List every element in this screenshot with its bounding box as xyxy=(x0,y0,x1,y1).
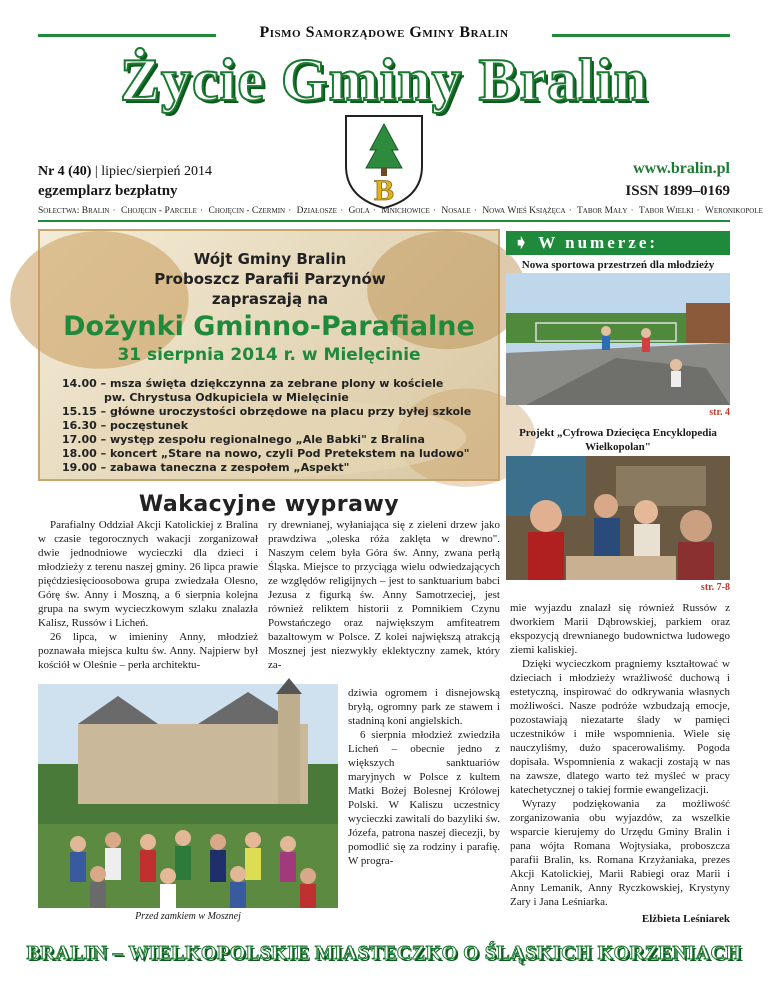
header-divider xyxy=(38,220,730,222)
poster-schedule xyxy=(62,377,492,475)
solectwo-item: Tabor Wielki xyxy=(638,206,694,216)
article-paragraph: mie wyjazdu znalazł się również Russów z dworkiem Marii Dąbrowskiej, parkiem oraz ekspozycją drewnianego budownictwa ludowego ziemi kaliskiej. xyxy=(510,602,730,656)
free-copy-label: egzemplarz bezpłatny xyxy=(38,183,178,199)
castle-photo-caption: Przed zamkiem w Mosznej xyxy=(135,911,241,922)
sidebar-item2-page[interactable] xyxy=(701,582,730,593)
poster-line-3: zapraszają na xyxy=(211,290,329,308)
classroom-photo xyxy=(506,456,730,580)
article-paragraph: Wyrazy podziękowania za możliwość zorganizowania obu wyjazdów, za wszelkie wsparcie kierujemy do Urzędu Gminy Bralin i pana wójta Romana Wojtysiaka, proboszcza parafii Bralin, ks. Romana Krzyżaniaka, prezes Akcji Katolickiej, Marii Rabiegi oraz Marii i Anny Lemanik, Anny Ryczkowskiej, Krystyny Zary i Jana Leśniarka. xyxy=(510,798,730,908)
schedule-item: 17.00 – występ zespołu regionalnego „Ale Babki" z Bralina xyxy=(62,433,425,446)
article-paragraph: ry drewnianej, wyłaniająca się z zieleni drzew jako prawdziwa „oleska róża zaklęta w drewno". Naszym celem była Góra św. Anny, zwana perłą Śląska. Miejsce to przyciąga wielu odwiedzających ze względów religijnych – jest to sanktuarium babci Jezusa z figurką św. Anny Samotrzeciej, jest również reliktem historii z Pomnikiem Czynu Powstańczego oraz największym amfiteatrem bazaltowym w Polsce. Z kolei największą atrakcją Mosznej jest niezwykły eklektyczny zamek, który za- xyxy=(268,519,500,671)
poster-date: 31 sierpnia 2014 r. w Mielęcinie xyxy=(117,345,421,365)
article-paragraph: Parafialny Oddział Akcji Katolickiej z Bralina w czasie tegorocznych wakacji zorganizował dwie jednodniowe wycieczki dla dzieci i młodzieży z terenu naszej gminy. 26 lipca prawie pięćdziesięcioosobowa grupa zwiedzała Olesno, Górę św. Anny i Moszną, a 6 sierpnia kolejna grupa na swym wycieczkowym szlaku znalazła Kalisz, Russów i Licheń. xyxy=(38,519,258,629)
article-signature: Elżbieta Leśniarek xyxy=(641,913,730,925)
solectwo-item: Weronikopole xyxy=(704,206,763,216)
schedule-item: 19.00 – zabawa taneczna z zespołem „Aspekt" xyxy=(62,461,350,474)
in-this-issue-label: W numerze: xyxy=(538,233,659,252)
poster-title: Dożynki Gminno-Parafialne xyxy=(63,311,475,342)
svg-text:B: B xyxy=(373,174,395,207)
schedule-item: 18.00 – koncert „Stare na nowo, czyli Pod Pretekstem na ludowo" xyxy=(62,447,470,460)
schedule-item: 14.00 – msza święta dziękczynna za zebrane plony w kościele xyxy=(62,377,444,390)
skatepark-photo xyxy=(506,273,730,405)
article-column-2 xyxy=(268,518,500,672)
publication-kicker: Pismo Samorządowe Gminy Bralin xyxy=(259,24,509,41)
sidebar-item1-caption[interactable]: Nowa sportowa przestrzeń dla młodzieży xyxy=(521,259,715,271)
issn-label: ISSN 1899–0169 xyxy=(625,183,730,199)
solectwo-item: Bralin xyxy=(81,206,110,216)
article-paragraph: Dzięki wycieczkom pragniemy kształtować w dzieciach i młodzieży wrażliwość duchową i estetyczną, inspirować do odkrywania własnych możliwości. Nasze podróże wzbudzają emocje, pozostawiają niezatarte ślady w pamięci uczestników i miłe wspomnienia. Wiele się nauczyliśmy, dużo spacerowaliśmy. Pogoda dopisała. Wspomnienia z wakacji zostają w nas na zawsze, dlatego warto też myśleć w pracy katechetycznej o takiej formie ewangelizacji. xyxy=(510,658,730,796)
issue-info xyxy=(38,164,212,180)
website-link[interactable]: www.bralin.pl xyxy=(633,160,730,177)
arrow-icon: ➧ xyxy=(514,233,539,252)
article-column-1 xyxy=(38,518,258,672)
footer-slogan: BRALIN – WIELKOPOLSKIE MIASTECZKO O ŚLĄSKICH KORZENIACH xyxy=(26,942,742,964)
poster-line-1: Wójt Gminy Bralin xyxy=(193,250,347,268)
solectwo-item: Działosze xyxy=(296,206,337,216)
castle-group-photo xyxy=(38,684,338,908)
solectwo-item: Tabor Mały xyxy=(576,206,628,216)
sidebar-item2-caption[interactable]: Projekt „Cyfrowa Dziecięca Encyklopedia Wielkopolan" xyxy=(519,427,717,453)
article-paragraph: 26 lipca, w imieniny Anny, młodzież poznawała miejsca kultu św. Anny. Najpierw był kościół w Oleśnie – perła architektu- xyxy=(38,631,258,671)
poster-invitation xyxy=(120,249,420,309)
solectwo-item: Gola xyxy=(348,206,370,216)
article-column-2-narrow xyxy=(348,686,500,868)
schedule-item: pw. Chrystusa Odkupiciela w Mielęcinie xyxy=(104,391,349,404)
in-this-issue-heading xyxy=(506,231,730,255)
article-paragraph: dziwia ogromem i disnejowską bryłą, ogromny park ze stawem i stadniną koni angielskich. xyxy=(348,687,500,727)
sidebar-item1-page[interactable] xyxy=(709,407,730,418)
page-ref: str. 7-8 xyxy=(700,582,730,593)
article-title: Wakacyjne wyprawy xyxy=(138,492,400,517)
page-ref: str. 4 xyxy=(709,407,730,418)
solectwa-label: Sołectwa: xyxy=(38,206,80,216)
issue-date: | lipiec/sierpień 2014 xyxy=(94,164,213,179)
solectwo-item: Nosale xyxy=(441,206,471,216)
solectwo-item: Chojęcin - Czermin xyxy=(208,206,286,216)
schedule-item: 15.15 – główne uroczystości obrzędowe na placu przy byłej szkole xyxy=(62,405,472,418)
article-column-3 xyxy=(510,601,730,926)
poster-line-2: Proboszcz Parafii Parzynów xyxy=(154,270,386,288)
issue-count: (40) xyxy=(68,164,92,179)
solectwa-list: Sołectwa: Bralin · Chojęcin - Parcele · Chojęcin - Czermin · Działosze · Gola · Mnichowice · Nosale · Nowa Wieś Książęca · Tabor Mały · Tabor Wielki · Weronikopole xyxy=(38,206,763,216)
masthead-title: Życie Gminy Bralin xyxy=(120,47,648,113)
issue-number: Nr 4 xyxy=(38,164,65,179)
article-paragraph: 6 sierpnia młodzież zwiedziła Licheń – obecnie jedno z większych sanktuariów maryjnych w Polsce z kultem Matki Bożej Bolesnej Królowej Polski. W Kaliszu uczestnicy wycieczki zawitali do bazyliki św. Józefa, patrona naszej diecezji, by pomodlić się za rodziny i parafię. W progra- xyxy=(348,729,500,867)
solectwo-item: Chojęcin - Parcele xyxy=(121,206,197,216)
solectwo-item: Nowa Wieś Książęca xyxy=(482,206,566,216)
solectwo-item: Mnichowice xyxy=(381,206,430,216)
harvest-festival-poster xyxy=(38,229,500,481)
coat-of-arms-icon xyxy=(340,110,428,210)
schedule-item: 16.30 – poczęstunek xyxy=(62,419,189,432)
